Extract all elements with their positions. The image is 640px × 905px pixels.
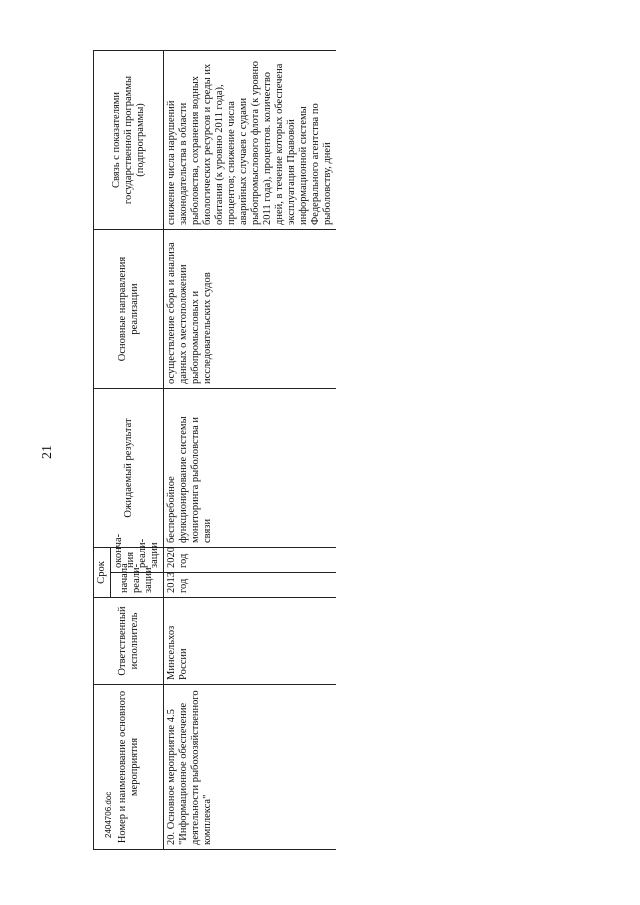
rotated-table-container: [93, 50, 333, 850]
cell-directions: осуществление сбора и анализа данных о местоположении рыбопромысловых и исследовательских судов: [164, 230, 337, 389]
header-number-name: Номер и наименование основного мероприятия: [94, 685, 164, 850]
header-directions: Основные направления реализации: [94, 230, 164, 389]
cell-start: 2013 год: [164, 573, 337, 598]
activities-table: [93, 50, 336, 850]
footer-filename: 2404706.doc: [104, 791, 113, 838]
cell-end: 2020 год: [164, 548, 337, 573]
header-term-start: начала реали-зации: [111, 573, 164, 598]
header-term-end: оконча-ния реали-зации: [111, 548, 164, 573]
header-responsible: Ответственный исполнитель: [94, 598, 164, 685]
header-term: Срок: [94, 548, 111, 598]
header-link: Связь с показателями государственной программы (подпрограммы): [94, 51, 164, 230]
cell-link: снижение числа нарушений законодательства в области рыболовства, сохранения водных биологических ресурсов и среды их обитания (к уровню 2011 года), процентов; снижение числа аварийных случаев с судами рыбопромыслового флота (к уровню 2011 года), процентов. количество дней, в течение которых обеспечена эксплуатация Правовой информационной системы Федерального агентства по рыболовству, дней: [164, 51, 337, 230]
table-row: [164, 51, 337, 850]
cell-responsible: Минсельхоз России: [164, 598, 337, 685]
cell-expected-result: бесперебойное функционирование системы мониторинга рыболовства и связи: [164, 389, 337, 548]
cell-number-name: 20. Основное мероприятие 4.5 "Информационное обеспечение деятельности рыбохозяйственного комплекса": [164, 685, 337, 850]
page-number: 21: [40, 445, 55, 459]
header-expected-result: Ожидаемый результат: [94, 389, 164, 548]
